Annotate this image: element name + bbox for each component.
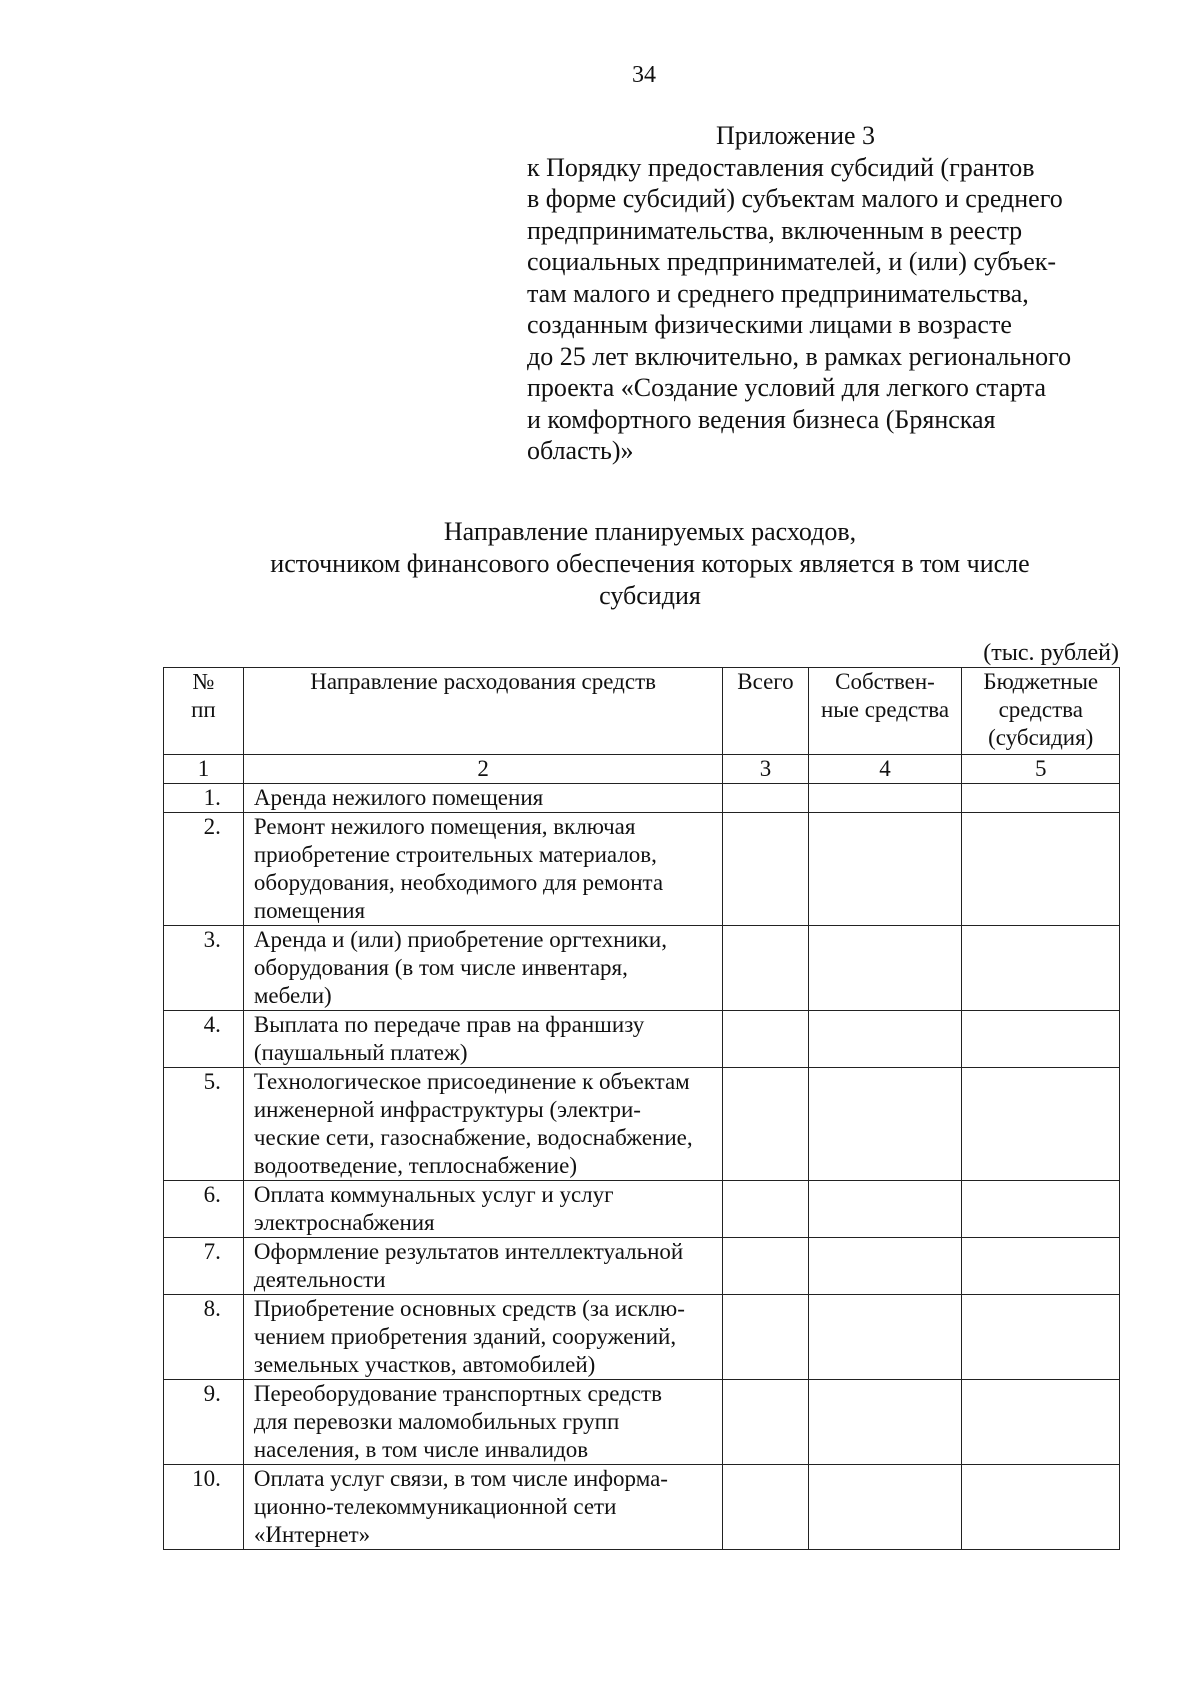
heading-line: субсидия <box>599 581 701 610</box>
row-direction-line: Выплата по передаче прав на франшизу <box>253 1012 645 1037</box>
row-direction <box>243 813 722 926</box>
row-number: 1. <box>164 784 244 813</box>
row-direction-line: «Интернет» <box>253 1522 371 1547</box>
row-direction-line: Оплата коммунальных услуг и услуг <box>253 1182 614 1207</box>
expenses-table <box>163 667 1120 1550</box>
table-row <box>164 1380 1120 1465</box>
row-own-funds <box>808 784 962 813</box>
column-number: 1 <box>164 755 244 784</box>
row-budget-funds <box>962 1295 1120 1380</box>
row-direction <box>243 1295 722 1380</box>
row-direction-line: Аренда нежилого помещения <box>253 785 544 810</box>
row-direction-line: (паушальный платеж) <box>253 1040 468 1065</box>
row-direction-line: приобретение строительных материалов, <box>253 842 657 867</box>
row-direction-line: электроснабжения <box>253 1210 435 1235</box>
row-number: 3. <box>164 926 244 1011</box>
appendix-line: там малого и среднего предпринимательства, <box>527 278 1029 308</box>
row-total <box>723 1011 808 1068</box>
row-number: 5. <box>164 1068 244 1181</box>
header-total: Всего <box>723 668 808 755</box>
header-own-funds <box>808 668 962 755</box>
row-number: 4. <box>164 1011 244 1068</box>
header-number-line: пп <box>191 697 216 722</box>
table-row <box>164 1238 1120 1295</box>
row-total <box>723 1465 808 1550</box>
row-number: 8. <box>164 1295 244 1380</box>
table-row <box>164 1181 1120 1238</box>
heading-line: Направление планируемых расходов, <box>443 517 857 546</box>
row-own-funds <box>808 1181 962 1238</box>
row-total <box>723 926 808 1011</box>
row-budget-funds <box>962 1068 1120 1181</box>
table-row <box>164 926 1120 1011</box>
appendix-line: проекта «Создание условий для легкого старта <box>527 373 1046 402</box>
heading-line: источником финансового обеспечения которых является в том числе <box>270 549 1030 578</box>
row-own-funds <box>808 1068 962 1181</box>
row-own-funds <box>808 1380 962 1465</box>
table-row <box>164 813 1120 926</box>
column-number: 5 <box>962 755 1120 784</box>
row-direction-line: оборудования, необходимого для ремонта <box>253 870 664 895</box>
appendix-line: и комфортного ведения бизнеса (Брянская <box>527 404 996 434</box>
row-number: 10. <box>164 1465 244 1550</box>
row-direction-line: для перевозки маломобильных групп <box>253 1409 620 1434</box>
row-number: 9. <box>164 1380 244 1465</box>
row-direction-line: Оплата услуг связи, в том числе информа- <box>253 1466 668 1491</box>
row-direction <box>243 1181 722 1238</box>
row-total <box>723 1380 808 1465</box>
header-own-line: ные средства <box>820 697 950 722</box>
row-own-funds <box>808 1295 962 1380</box>
row-budget-funds <box>962 1181 1120 1238</box>
row-budget-funds <box>962 1238 1120 1295</box>
appendix-title: Приложение 3 <box>716 121 876 150</box>
row-own-funds <box>808 1238 962 1295</box>
appendix-line: до 25 лет включительно, в рамках регионального <box>527 341 1072 371</box>
row-direction <box>243 1465 722 1550</box>
table-row <box>164 784 1120 813</box>
header-budget-line: (субсидия) <box>988 725 1094 750</box>
row-direction-line: водоотведение, теплоснабжение) <box>253 1153 577 1178</box>
appendix-line: в форме субсидий) субъектам малого и среднего <box>527 184 1063 213</box>
appendix-block <box>527 120 1147 467</box>
row-direction-line: чением приобретения зданий, сооружений, <box>253 1324 677 1349</box>
row-total <box>723 813 808 926</box>
row-direction-line: помещения <box>253 898 366 923</box>
appendix-line: область)» <box>527 436 634 465</box>
row-direction-line: земельных участков, автомобилей) <box>253 1352 596 1377</box>
row-direction-line: Приобретение основных средств (за исклю- <box>253 1296 685 1321</box>
table-row <box>164 1011 1120 1068</box>
row-direction-line: мебели) <box>253 983 332 1008</box>
appendix-line: созданным физическими лицами в возрасте <box>527 310 1012 339</box>
row-number: 7. <box>164 1238 244 1295</box>
row-number: 6. <box>164 1181 244 1238</box>
row-direction-line: Ремонт нежилого помещения, включая <box>253 814 636 839</box>
row-total <box>723 1068 808 1181</box>
column-numbers-row <box>164 755 1120 784</box>
row-budget-funds <box>962 1380 1120 1465</box>
row-total <box>723 1295 808 1380</box>
table-row <box>164 1068 1120 1181</box>
header-budget-funds <box>962 668 1120 755</box>
row-direction-line: ческие сети, газоснабжение, водоснабжение, <box>253 1125 693 1150</box>
row-direction <box>243 784 722 813</box>
row-own-funds <box>808 813 962 926</box>
row-direction <box>243 926 722 1011</box>
row-direction-line: инженерной инфраструктуры (электри- <box>253 1097 641 1122</box>
page-number: 34 <box>632 62 656 88</box>
row-number: 2. <box>164 813 244 926</box>
document-heading <box>150 516 1150 612</box>
row-direction-line: населения, в том числе инвалидов <box>253 1437 589 1462</box>
row-direction-line: Аренда и (или) приобретение оргтехники, <box>253 927 667 952</box>
appendix-line: предпринимательства, включенным в реестр <box>527 215 1023 245</box>
row-direction-line: оборудования (в том числе инвентаря, <box>253 955 628 980</box>
column-number: 4 <box>808 755 962 784</box>
row-own-funds <box>808 1011 962 1068</box>
header-number <box>164 668 244 755</box>
row-direction-line: Переоборудование транспортных средств <box>253 1381 662 1406</box>
appendix-line: к Порядку предоставления субсидий (грантов <box>527 152 1035 182</box>
header-own-line: Собствен- <box>835 669 935 694</box>
row-direction <box>243 1380 722 1465</box>
row-direction <box>243 1238 722 1295</box>
header-budget-line: средства <box>998 697 1083 722</box>
table-row <box>164 1465 1120 1550</box>
row-direction <box>243 1068 722 1181</box>
row-direction-line: Технологическое присоединение к объектам <box>253 1069 690 1094</box>
row-budget-funds <box>962 784 1120 813</box>
column-number: 2 <box>243 755 722 784</box>
header-direction: Направление расходования средств <box>243 668 722 755</box>
header-budget-line: Бюджетные <box>983 669 1099 694</box>
table-header-row <box>164 668 1120 755</box>
row-budget-funds <box>962 926 1120 1011</box>
row-budget-funds <box>962 1465 1120 1550</box>
row-budget-funds <box>962 1011 1120 1068</box>
header-number-line: № <box>192 669 215 694</box>
row-direction-line: деятельности <box>253 1267 386 1292</box>
units-label: (тыс. рублей) <box>983 640 1119 666</box>
row-own-funds <box>808 1465 962 1550</box>
row-direction <box>243 1011 722 1068</box>
row-total <box>723 1181 808 1238</box>
row-total <box>723 784 808 813</box>
row-total <box>723 1238 808 1295</box>
row-direction-line: ционно-телекоммуникационной сети <box>253 1494 617 1519</box>
column-number: 3 <box>723 755 808 784</box>
table-row <box>164 1295 1120 1380</box>
row-own-funds <box>808 926 962 1011</box>
row-budget-funds <box>962 813 1120 926</box>
appendix-line: социальных предпринимателей, и (или) субъек- <box>527 247 1057 276</box>
row-direction-line: Оформление результатов интеллектуальной <box>253 1239 684 1264</box>
